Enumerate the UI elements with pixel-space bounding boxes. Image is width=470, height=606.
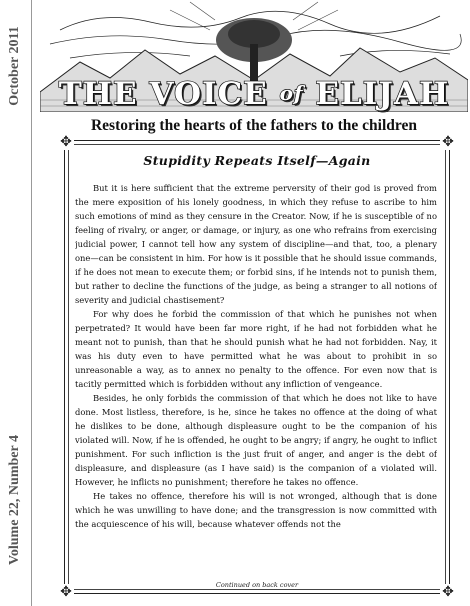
corner-ornament-icon: ✥: [440, 584, 456, 600]
article-paragraph: Besides, he only forbids the commission of that which he does not like to have done. Most listless, therefore, is he, since he takes no offence at the doing of what he dislikes to be done, although displeasure ought to be the companion of his violated will. Now, if he is offended, he ought to be angry; if angry, he ought to inflict punishment. For such infliction is the just fruit of anger, and anger is the debt of displeasure, and displeasure (as I have said) is the companion of a violated will. However, he inflicts no punishment; therefore he takes no offence.: [75, 393, 437, 487]
volume-number: Volume 22, Number 4: [7, 435, 22, 565]
issue-date: October 2011: [7, 26, 22, 106]
article-paragraph: He takes no offence, therefore his will is not wronged, although that is done which he was unwilling to have done; and the transgression is now committed with the acquiescence of his will, because whatever offends not the: [75, 491, 437, 529]
article-title: Stupidity Repeats Itself—Again: [143, 153, 371, 168]
article-frame: [60, 134, 454, 600]
article-body: [75, 181, 437, 573]
masthead-title: THE VOICE of ELIJAH: [58, 76, 450, 112]
corner-ornament-icon: ✥: [58, 134, 74, 150]
corner-ornament-icon: ✥: [58, 584, 74, 600]
continued-note: Continued on back cover: [215, 581, 299, 589]
article-paragraph: But it is here sufficient that the extreme perversity of their god is proved from the mere exposition of his lonely goodness, in which they refuse to ascribe to him such emotions of mind as they censure in the Creator. Now, if he is susceptible of no feeling of rivalry, or anger, or damage, or injury, as one who refrains from exercising judicial power, I cannot tell how any system of discipline—and that, too, a plenary one—can be consistent in him. For how is it possible that he should issue commands, if he does not mean to execute them; or forbid sins, if he intends not to punish them, but rather to decline the functions of the judge, as being a stranger to all notions of severity and judicial chastisement?: [75, 183, 437, 305]
article-paragraph: For why does he forbid the commission of that which he punishes not when perpetrated? It would have been far more right, if he had not forbidden what he meant not to punish, than that he should punish what he had not forbidden. Nay, it was his duty even to have permitted what he was about to prohibit in so unreasonable a way, as to annex no penalty to the offence. For even now that is tacitly permitted which is forbidden without any infliction of vengeance.: [75, 309, 437, 389]
corner-ornament-icon: ✥: [440, 134, 456, 150]
masthead-subtitle: Restoring the hearts of the fathers to the children: [90, 117, 418, 134]
margin-rule: [31, 0, 32, 606]
